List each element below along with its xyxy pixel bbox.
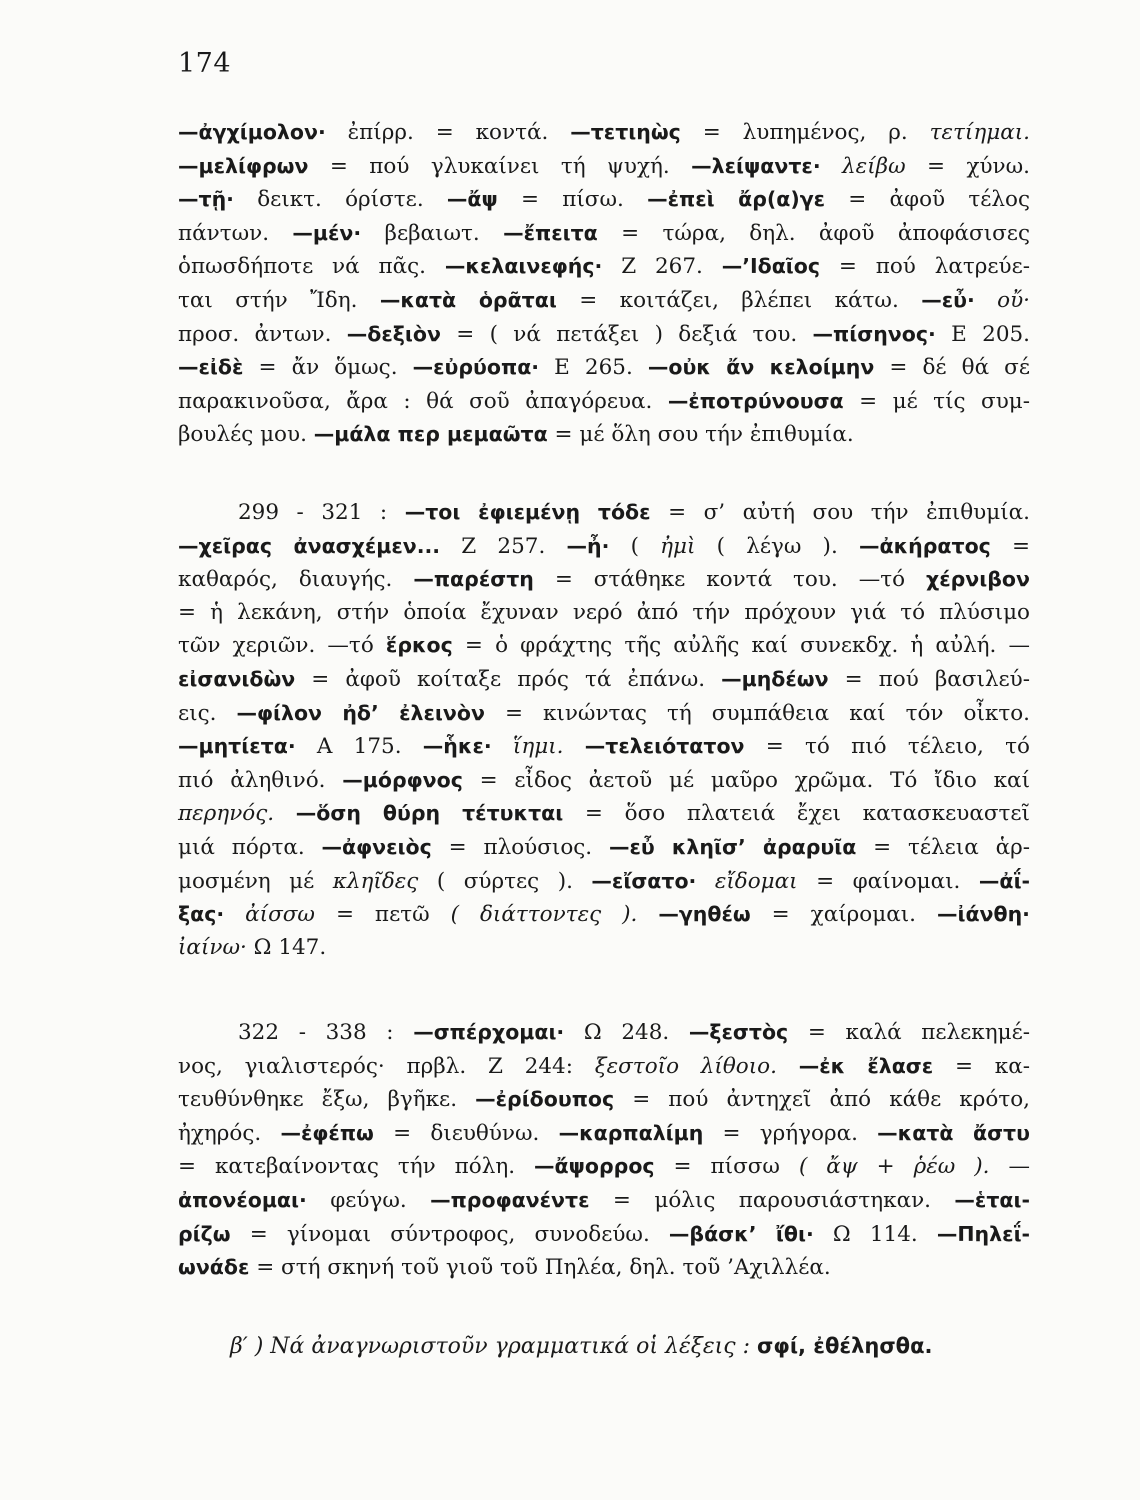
text-line: 322 - 338 : —σπέρχομαι· Ω 248. —ξεστὸς = καλά πελεκημέ- bbox=[238, 1020, 1031, 1045]
text-line: = ἡ λεκάνη, στήν ὁποία ἔχυναν νερό ἀπό τήν πρόχουν γιά τό πλύσιμο bbox=[178, 599, 1030, 625]
text-line: 299 - 321 : —τοι ἐφιεμένῃ τόδε = σ’ αὐτή σου τήν ἐπιθυμία. bbox=[238, 500, 1030, 525]
text-line: —χεῖρας ἀνασχέμεν... Ζ 257. —ἦ· ( ἠμὶ ( λέγω ). —ἀκήρατος = bbox=[178, 533, 1031, 559]
text-line: εἰσανιδὼν = ἀφοῦ κοίταξε πρός τά ἐπάνω. —μηδέων = πού βασιλεύ- bbox=[178, 666, 1030, 692]
text-line: πάντων. —μέν· βεβαιωτ. —ἔπειτα = τώρα, δηλ. ἀφοῦ ἀποφάσισες bbox=[178, 220, 1030, 246]
text-line: βουλές μου. —μάλα περ μεμαῶτα = μέ ὅλη σου τήν ἐπιθυμία. bbox=[178, 422, 854, 448]
exercise-words: σφί, ἐθέλησθα. bbox=[757, 1334, 933, 1358]
text-line: ὁπωσδήποτε νά πᾶς. —κελαινεφής· Ζ 267. —’Ιδαῖος = πού λατρεύε- bbox=[178, 254, 1031, 280]
text-line: μοσμένη μέ κληῖδες ( σύρτες ). —εἴσατο· εἴδομαι = φαίνομαι. —ἀΐ- bbox=[178, 868, 1030, 894]
text-line: ἠχηρός. —ἐφέπω = διευθύνω. —καρπαλίμη = γρήγορα. —κατὰ ἄστυ bbox=[178, 1120, 1030, 1146]
text-line: τῶν χεριῶν. —τό ἕρκος = ὁ φράχτης τῆς αὐλῆς καί συνεκδχ. ἡ αὐλή. — bbox=[178, 633, 1030, 659]
text-line: = κατεβαίνοντας τήν πόλη. —ἄψορρος = πίσσω ( ἄψ + ῥέω ). — bbox=[178, 1154, 1030, 1180]
text-line: ται στήν Ἴδη. —κατὰ ὁρᾶται = κοιτάζει, βλέπει κάτω. —εὖ· οὔ· bbox=[178, 287, 1031, 313]
text-line: ρίζω = γίνομαι σύντροφος, συνοδεύω. —βάσκ’ ἴθι· Ω 114. —Πηλεΐ- bbox=[178, 1221, 1031, 1247]
commentary-block-2 bbox=[178, 496, 1030, 964]
text-line: τευθύνθηκε ἔξω, βγῆκε. —ἐρίδουπος = πού ἀντηχεῖ ἀπό κάθε κρότο, bbox=[178, 1087, 1030, 1113]
text-line: —εἰδὲ = ἄν ὅμως. —εὐρύοπα· Ε 265. —οὐκ ἄν κελοίμην = δέ θά σέ bbox=[178, 355, 1030, 381]
text-line: ωνάδε = στή σκηνή τοῦ γιοῦ τοῦ Πηλέα, δηλ. τοῦ ’Αχιλλέα. bbox=[178, 1255, 831, 1281]
text-line: πιό ἀληθινό. —μόρφνος = εἶδος ἀετοῦ μέ μαῦρο χρῶμα. Τό ἴδιο καί bbox=[178, 767, 1030, 793]
text-line: —μελίφρων = πού γλυκαίνει τή ψυχή. —λείψαντε· λείβω = χύνω. bbox=[178, 153, 1030, 179]
exercise-line bbox=[230, 1330, 1030, 1363]
text-line: περηνός. —ὅση θύρη τέτυκται = ὅσο πλατειά ἔχει κατασκευαστεῖ bbox=[178, 801, 1030, 827]
page-number: 174 bbox=[178, 48, 232, 79]
text-line: ἰαίνω· Ω 147. bbox=[178, 934, 327, 960]
text-line: προσ. ἀντων. —δεξιὸν = ( νά πετάξει ) δεξιά του. —πίσηνος· Ε 205. bbox=[178, 321, 1031, 347]
text-line: —τῇ· δεικτ. όρίστε. —ἄψ = πίσω. —ἐπεὶ ἄρ(α)γε = ἀφοῦ τέλος bbox=[178, 187, 1030, 213]
text-line: εις. —φίλον ἠδ’ ἐλεινὸν = κινώντας τή συμπάθεια καί τόν οἶκτο. bbox=[178, 700, 1031, 726]
text-line: καθαρός, διαυγής. —παρέστη = στάθηκε κοντά του. —τό χέρνιβον bbox=[178, 567, 1030, 593]
exercise-label: β′ ) Νά ἀναγνωριστοῦν γραμματικά οἱ λέξεις : bbox=[230, 1334, 751, 1359]
text-line: νος, γιαλιστερός· πρβλ. Ζ 244: ξεστοῖο λίθοιο. —ἐκ ἔλασε = κα- bbox=[178, 1053, 1031, 1079]
text-line: —μητίετα· Α 175. —ἧκε· ἵημι. —τελειότατον = τό πιό τέλειο, τό bbox=[178, 734, 1030, 760]
text-line: ξας· ἀίσσω = πετῶ ( διάττοντες ). —γηθέω = χαίρομαι. —ἰάνθη· bbox=[178, 902, 1030, 928]
text-line: —ἀγχίμολον· ἐπίρρ. = κοντά. —τετιηὼς = λυπημένος, ρ. τετίημαι. bbox=[178, 120, 1030, 145]
commentary-block-3 bbox=[178, 1016, 1030, 1285]
commentary-block-1 bbox=[178, 116, 1030, 452]
text-line: ἀπονέομαι· φεύγω. —προφανέντε = μόλις παρουσιάστηκαν. —ἑται- bbox=[178, 1187, 1030, 1213]
text-line: μιά πόρτα. —ἀφνειὸς = πλούσιος. —εὖ κληῖσ’ ἀραρυῖα = τέλεια ἁρ- bbox=[178, 834, 1030, 860]
text-line: παρακινοῦσα, ἄρα : θά σοῦ ἀπαγόρευα. —ἐποτρύνουσα = μέ τίς συμ- bbox=[178, 388, 1031, 414]
